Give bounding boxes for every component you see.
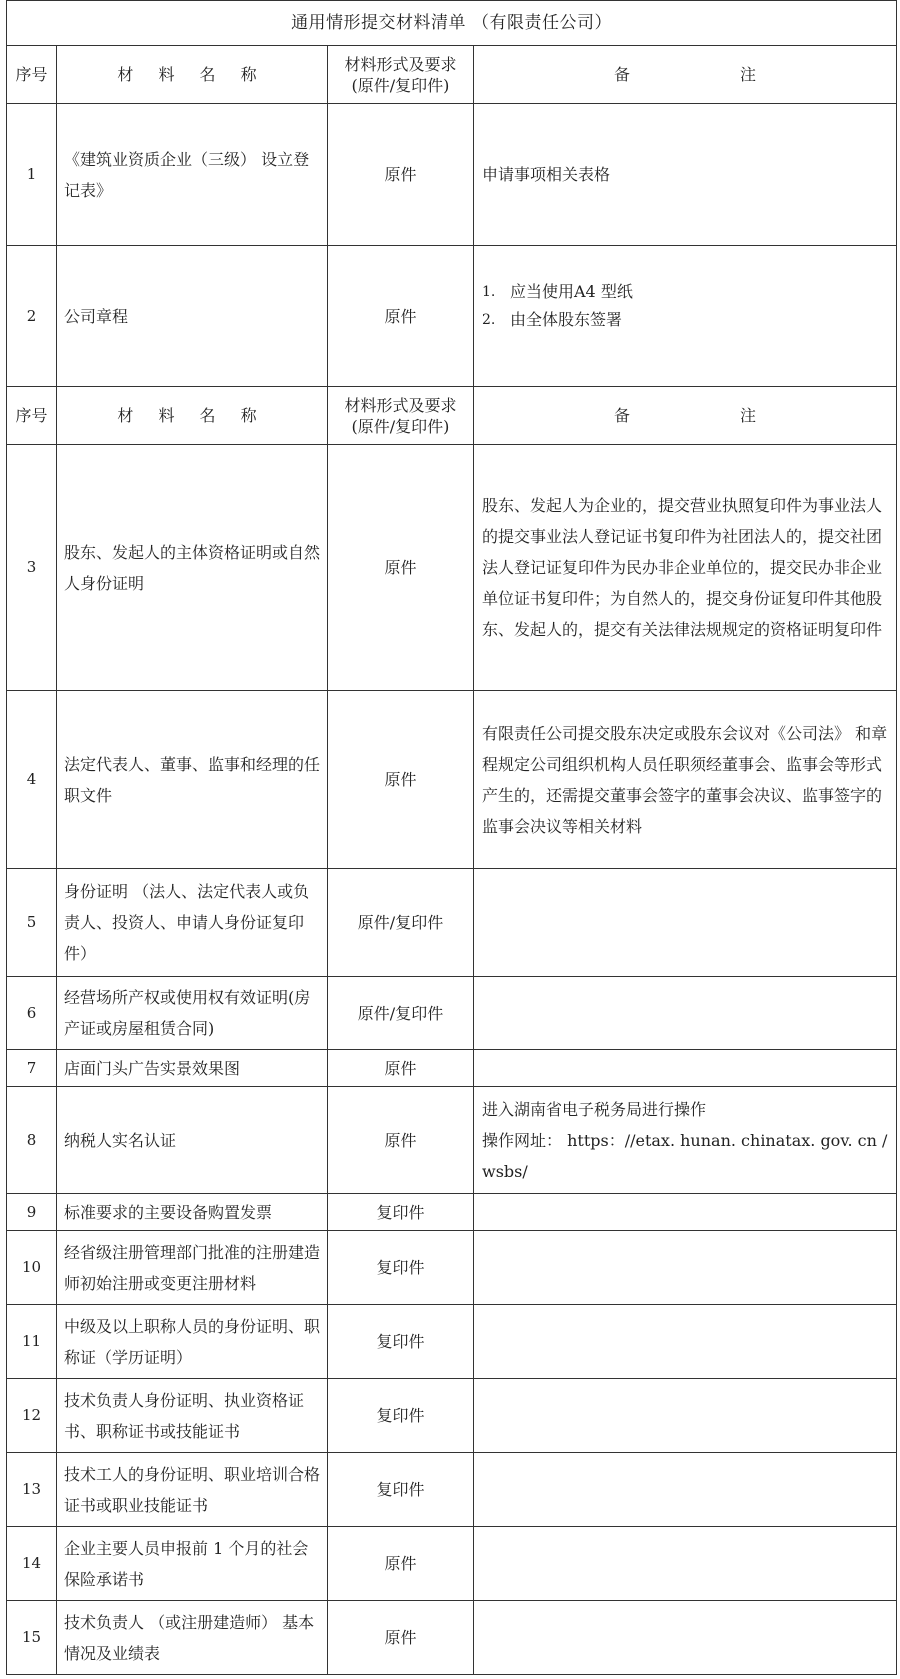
row-note (474, 1194, 897, 1231)
row-note: 申请事项相关表格 (474, 104, 897, 246)
row-no: 2 (7, 246, 57, 387)
row-form: 原件/复印件 (328, 977, 474, 1050)
materials-checklist (6, 0, 896, 1675)
header-form: 材料形式及要求 (原件/复印件) (328, 46, 474, 104)
table-title: 通用情形提交材料清单 （有限责任公司） (7, 1, 897, 46)
table-row (7, 1601, 897, 1675)
row-name: 技术负责人身份证明、执业资格证书、职称证书或技能证书 (57, 1379, 328, 1453)
row-name: 公司章程 (57, 246, 328, 387)
row-no: 12 (7, 1379, 57, 1453)
row-note (474, 977, 897, 1050)
table-row (7, 1194, 897, 1231)
row-form: 原件 (328, 1527, 474, 1601)
row-form: 原件 (328, 1050, 474, 1087)
header-note: 备 注 (474, 46, 897, 104)
row-no: 11 (7, 1305, 57, 1379)
row-note (474, 1527, 897, 1601)
row-note (474, 1453, 897, 1527)
row-no: 3 (7, 445, 57, 691)
row-no: 15 (7, 1601, 57, 1675)
row-name: 企业主要人员申报前 1 个月的社会保险承诺书 (57, 1527, 328, 1601)
row-form: 原件 (328, 445, 474, 691)
row-no: 10 (7, 1231, 57, 1305)
row-name: 股东、发起人的主体资格证明或自然人身份证明 (57, 445, 328, 691)
table-row (7, 1305, 897, 1379)
row-form: 复印件 (328, 1379, 474, 1453)
row-form: 复印件 (328, 1453, 474, 1527)
table-row (7, 104, 897, 246)
row-form: 原件 (328, 1601, 474, 1675)
row-form: 复印件 (328, 1231, 474, 1305)
row-no: 1 (7, 104, 57, 246)
header-name: 材 料 名 称 (57, 46, 328, 104)
row-form: 复印件 (328, 1305, 474, 1379)
row-name: 法定代表人、董事、监事和经理的任职文件 (57, 691, 328, 869)
row-note (474, 869, 897, 977)
row-form: 原件 (328, 691, 474, 869)
header-row (7, 46, 897, 104)
row-no: 6 (7, 977, 57, 1050)
table-row (7, 869, 897, 977)
row-name: 《建筑业资质企业（三级） 设立登记表》 (57, 104, 328, 246)
table-row (7, 1087, 897, 1194)
row-name: 技术负责人 （或注册建造师） 基本情况及业绩表 (57, 1601, 328, 1675)
row-note (474, 246, 897, 387)
row-name: 纳税人实名认证 (57, 1087, 328, 1194)
row-note: 有限责任公司提交股东决定或股东会议对《公司法》 和章程规定公司组织机构人员任职须经董事会、监事会等形式产生的，还需提交董事会签字的董事会决议、监事签字的监事会决议等相关材料 (474, 691, 897, 869)
table-row (7, 1231, 897, 1305)
row-note (474, 1050, 897, 1087)
row-form: 复印件 (328, 1194, 474, 1231)
table-row (7, 977, 897, 1050)
table-row (7, 1379, 897, 1453)
header-name: 材 料 名 称 (57, 387, 328, 445)
row-form: 原件 (328, 1087, 474, 1194)
row-no: 5 (7, 869, 57, 977)
row-note (474, 1305, 897, 1379)
row-name: 经营场所产权或使用权有效证明(房产证或房屋租赁合同) (57, 977, 328, 1050)
row-note (474, 1231, 897, 1305)
list-item: 2. 由全体股东签署 (482, 310, 623, 329)
row-name: 标准要求的主要设备购置发票 (57, 1194, 328, 1231)
row-form: 原件 (328, 246, 474, 387)
row-name: 店面门头广告实景效果图 (57, 1050, 328, 1087)
table-row (7, 1050, 897, 1087)
row-name: 经省级注册管理部门批准的注册建造师初始注册或变更注册材料 (57, 1231, 328, 1305)
header-no: 序号 (7, 46, 57, 104)
row-no: 9 (7, 1194, 57, 1231)
row-note: 股东、发起人为企业的，提交营业执照复印件为事业法人的提交事业法人登记证书复印件为社团法人的，提交社团法人登记证复印件为民办非企业单位的，提交民办非企业单位证书复印件；为自然人的，提交身份证复印件其他股东、发起人的，提交有关法律法规规定的资格证明复印件 (474, 445, 897, 691)
row-no: 14 (7, 1527, 57, 1601)
table-row (7, 1453, 897, 1527)
table-row (7, 691, 897, 869)
materials-table (6, 0, 897, 1675)
row-name: 中级及以上职称人员的身份证明、职称证（学历证明） (57, 1305, 328, 1379)
table-row (7, 246, 897, 387)
row-note (474, 1379, 897, 1453)
row-no: 13 (7, 1453, 57, 1527)
row-no: 7 (7, 1050, 57, 1087)
row-name: 身份证明 （法人、法定代表人或负责人、投资人、申请人身份证复印件） (57, 869, 328, 977)
list-item: 1. 应当使用A4 型纸 (482, 282, 633, 301)
row-no: 8 (7, 1087, 57, 1194)
row-form: 原件/复印件 (328, 869, 474, 977)
tax-url[interactable]: 操作网址： https：//etax. hunan. chinatax. gov. cn / wsbs/ (482, 1130, 888, 1181)
header-no: 序号 (7, 387, 57, 445)
table-row (7, 1527, 897, 1601)
row-note (474, 1087, 897, 1194)
title-row (7, 1, 897, 46)
row-note (474, 1601, 897, 1675)
header-row-repeat (7, 387, 897, 445)
tax-note: 进入湖南省电子税务局进行操作 (482, 1099, 707, 1119)
row-form: 原件 (328, 104, 474, 246)
header-form: 材料形式及要求 (原件/复印件) (328, 387, 474, 445)
row-no: 4 (7, 691, 57, 869)
row-name: 技术工人的身份证明、职业培训合格证书或职业技能证书 (57, 1453, 328, 1527)
table-row (7, 445, 897, 691)
header-note: 备 注 (474, 387, 897, 445)
